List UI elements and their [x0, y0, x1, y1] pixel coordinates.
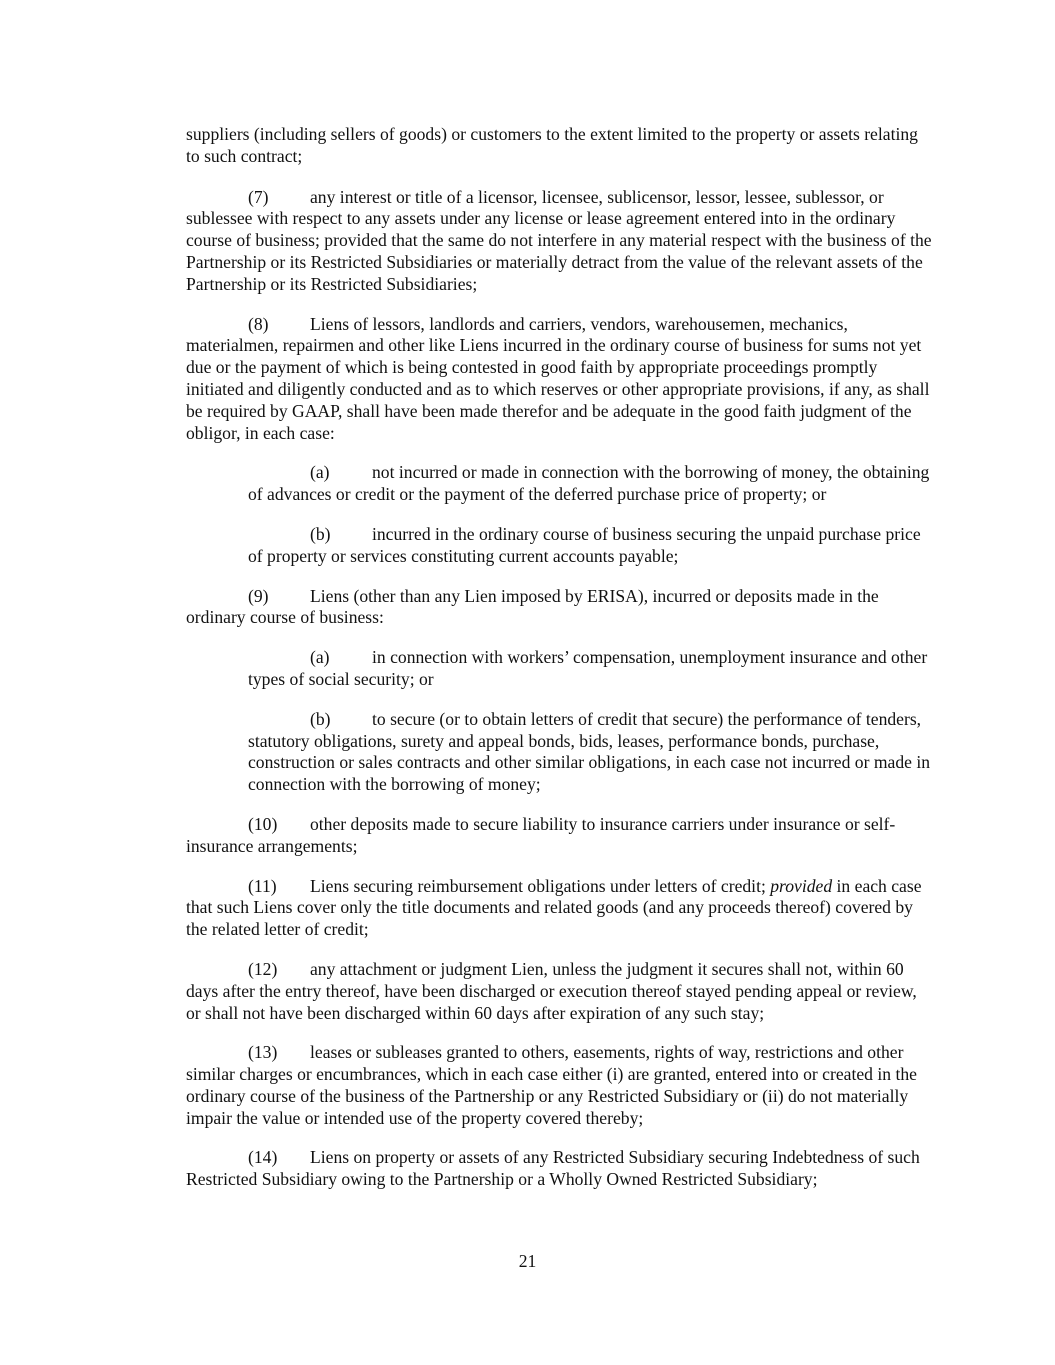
subclause-text: in connection with workers’ compensation, unemployment insurance and other types of social security; or — [248, 647, 928, 689]
clause-10 — [186, 814, 932, 858]
clause-text: other deposits made to secure liability to insurance carriers under insurance or self-insurance arrangements; — [186, 813, 896, 856]
clause-11 — [186, 876, 932, 941]
clause-number: (8) — [248, 313, 269, 334]
clause-text: Liens on property or assets of any Restricted Subsidiary securing Indebtedness of such Restricted Subsidiary owing to the Partnership or a Wholly Owned Restricted Subsidiary; — [186, 1147, 920, 1190]
subclause-letter: (a) — [310, 647, 330, 668]
subclause-text: not incurred or made in connection with the borrowing of money, the obtaining of advances or credit or the payment of the deferred purchase price of property; or — [248, 462, 930, 505]
clause-8-b — [248, 524, 932, 568]
clause-text: any interest or title of a licensor, licensee, sublicensor, lessor, lessee, sublessor, or sublessee with respect to any assets under any license or lease agreement entered into in the ordinary course of business; provided that the same do not interfere in any material respect with the business of the Partnership or its Restricted Subsidiaries or materially detract from the value of the relevant assets of the Partnership or its Restricted Subsidiaries; — [186, 186, 932, 294]
clause-text: Liens (other than any Lien imposed by ERISA), incurred or deposits made in the ordinary course of business: — [186, 585, 879, 628]
clause-9-a — [248, 647, 932, 691]
clause-12 — [186, 959, 932, 1024]
page-number: 21 — [518, 1251, 537, 1271]
continuation-paragraph: suppliers (including sellers of goods) or customers to the extent limited to the property or assets relating to such contract; — [186, 124, 918, 166]
subclause-letter: (b) — [310, 708, 331, 729]
clause-7 — [186, 187, 932, 296]
subclause-letter: (a) — [310, 462, 330, 483]
clause-number: (12) — [248, 958, 278, 979]
document-body — [186, 124, 932, 1209]
clause-number: (7) — [248, 186, 269, 207]
clause-8-a — [248, 462, 932, 506]
clause-number: (9) — [248, 585, 269, 606]
clause-9-b — [248, 709, 932, 796]
clause-14 — [186, 1147, 932, 1191]
clause-text: Liens of lessors, landlords and carriers, vendors, warehousemen, mechanics, materialmen, repairmen and other like Liens incurred in the ordinary course of business for sums not yet due or the payment of which is being contested in good faith by appropriate proceedings promptly initiated and diligently conducted and as to which reserves or other appropriate provisions, if any, as shall be required by GAAP, shall have been made therefor and be adequate in the good faith judgment of the obligor, in each case: — [186, 313, 930, 443]
clause-text: any attachment or judgment Lien, unless the judgment it secures shall not, within 60 days after the entry thereof, have been discharged or execution thereof stayed pending appeal or review, or shall not have been discharged within 60 days after expiration of any such stay; — [186, 958, 917, 1023]
emphasis-provided: provided — [770, 875, 833, 896]
clause-text-after: in each case that such Liens cover only the title documents and related goods (and any proceeds thereof) covered by the related letter of credit; — [186, 875, 922, 940]
clause-9 — [186, 586, 932, 630]
subclause-text: to secure (or to obtain letters of credit that secure) the performance of tenders, statutory obligations, surety and appeal bonds, bids, leases, performance bonds, purchase, construction or sales contracts and other similar obligations, in each case not incurred or made in connection with the borrowing of money; — [248, 708, 931, 795]
clause-text: leases or subleases granted to others, easements, rights of way, restrictions and other similar charges or encumbrances, which in each case either (i) are granted, entered into or created in the ordinary course of the business of the Partnership or any Restricted Subsidiary or (ii) do not materially impair the value or intended use of the property covered thereby; — [186, 1042, 917, 1128]
clause-text-before: Liens securing reimbursement obligations under letters of credit; — [310, 875, 766, 896]
subclause-letter: (b) — [310, 523, 331, 544]
clause-number: (14) — [248, 1147, 278, 1168]
clause-13 — [186, 1042, 932, 1129]
clause-number: (11) — [248, 875, 277, 896]
clause-8 — [186, 314, 932, 445]
clause-number: (13) — [248, 1042, 278, 1063]
subclause-text: incurred in the ordinary course of business securing the unpaid purchase price of property or services constituting current accounts payable; — [248, 523, 921, 566]
clause-number: (10) — [248, 813, 278, 834]
